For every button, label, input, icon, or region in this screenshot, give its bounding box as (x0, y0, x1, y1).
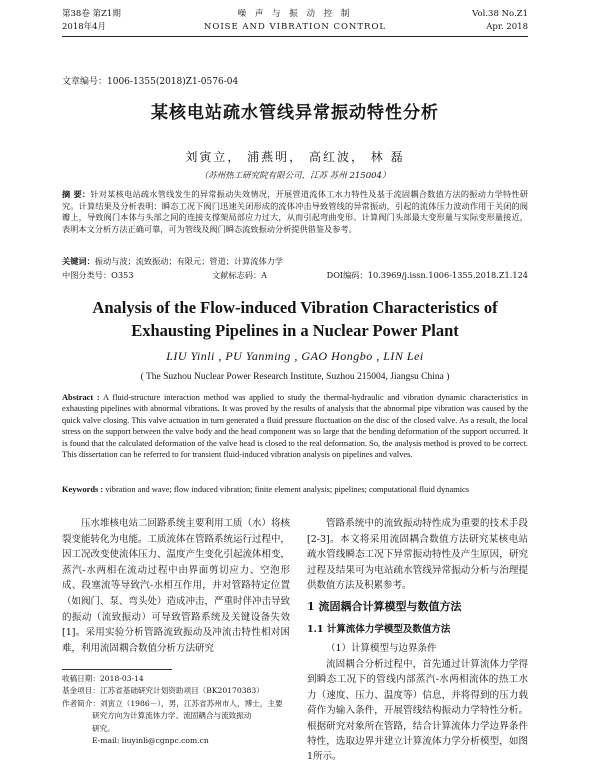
body-right-column (307, 516, 528, 594)
journal-header (62, 8, 528, 38)
author-email[interactable]: E-mail: liuyinli@cgnpc.com.cn (92, 736, 209, 746)
header-right (472, 8, 528, 34)
fund-project: 基金项目：江苏省基础研究计划资助项目（BK20170383） (62, 686, 264, 696)
received-date: 收稿日期：2018-03-14 (62, 674, 144, 683)
intro-paragraph: 压水堆核电站二回路系统主要利用工质（水）将核裂变能转化为电能。工质流体在管路系统运行过程中，因工况改变使流体压力、温度产生变化引起流体相变，蒸汽-水两相在流动过程中由界面剪切应力、空泡形成、段塞流等导致汽-水相互作用，并对管路特定位置（如阀门、泵、弯头处）造成冲击，严重时伴冲击导致的振动（流致振动）可导致管路系统及关键设备失效[1]。采用实验分析管路流致振动及冲流击特性相对困难，利用流固耦合数值分析方法研究 (62, 518, 291, 654)
english-keywords-label: Keywords : (62, 485, 104, 494)
volume-issue-en: Vol.38 No.Z1 (472, 9, 528, 19)
article-number: 文章编号：1006-1355(2018)Z1-0576-04 (62, 77, 239, 87)
issue-date-en: Apr. 2018 (486, 22, 528, 32)
journal-name-cn: 噪 声 与 振 动 控 制 (237, 9, 353, 19)
section-1-1-1-heading: （1）计算模型与边界条件 (326, 643, 437, 654)
english-title-line1: Analysis of the Flow-induced Vibration Characteristics of (92, 298, 498, 317)
volume-issue: 第38卷 第Z1期 (62, 9, 121, 19)
classification-line (62, 270, 528, 282)
issue-date: 2018年4月 (62, 22, 107, 32)
english-abstract (62, 392, 528, 460)
section-1-1-heading: 1.1 计算流体力学模型及数值方法 (307, 624, 451, 635)
chinese-abstract-label: 摘 要： (62, 189, 91, 199)
clc-number: 中图分类号：O353 (62, 270, 134, 280)
english-abstract-text: A fluid-structure interaction method was applied to study the thermal-hydraulic and vibration dynamic characteristics in exhausting pipelines with abnormal vibrations. It was proved by the results of analysis that the abnormal pipe vibration was caused by the quick valve closing. This valve actuation in turn generated a fluid pressure fluctuation on the disc of the closed valve. As a result, the local stress on the support between the valve body and the head component was so large that the bending deformation of the support occurred. It is found that the calculated deformation of the valve head is closed to the real deformation. So, the analysis method is proved to be correct. This dissertation can be referred to for transient fluid-induced vibration analysis on pipelines and valves. (62, 393, 528, 460)
author-bio-cont: 研究方向为计算流体力学、流固耦合与流致振动 (92, 711, 252, 721)
english-title (62, 296, 528, 342)
section-1-heading: 1 流固耦合计算模型与数值方法 (307, 600, 462, 613)
chinese-affiliation: （苏州热工研究院有限公司，江苏 苏州 215004） (199, 171, 391, 181)
chinese-abstract-text: 针对某核电站疏水管线发生的异常振动失效情况，开展管道流体工水力特性及基于流固耦合数值方法的振动力学特性研究。计算结果及分析表明：瞬态工况下阀门迅速关闭形成的流体冲击导致管线的异常振动，引起的流体压力波动作用于关闭的阀瓣上，导致阀门本体与头部之间的连接支撑架局部应力过大，从而引起弯曲变形。计算阀门头部最大变形量与实际变形量接近，表明本文分析方法正确可靠，可为管线及阀门瞬态流致振动分析提供借鉴及参考。 (62, 189, 528, 234)
footnotes (62, 673, 290, 747)
section-1-body (307, 657, 528, 765)
english-affiliation: ( The Suzhou Nuclear Power Research Institute, Suzhou 215004, Jiangsu China ) (140, 372, 450, 382)
header-rule (62, 36, 528, 37)
section-1-paragraph: 流固耦合分析过程中，首先通过计算流体力学得到瞬态工况下的管线内部蒸汽-水两相流体的热工水力（速度、压力、温度等）信息，并将得到的压力载荷作为输入条件，开展管线结构振动力学特性分析。根据研究对象所在管路，结合计算流体力学边界条件特性，选取边界并建立计算流体力学分析模型，如图1所示。 (307, 659, 528, 763)
footnote-rule (62, 669, 172, 670)
intro-paragraph-continued: 管路系统中的流致振动特性成为重要的技术手段[2-3]。本文将采用流固耦合数值方法研究某核电站疏水管线瞬态工况下异常振动特性及产生原因，研究过程及结果可为电站疏水管线异常振动分析与治理提供数值方法及积累参考。 (307, 518, 528, 592)
author-bio-end: 研究。 (92, 723, 115, 733)
author-bio: 作者简介：刘寅立（1986－），男，江苏省苏州市人，博士，主要 (62, 698, 283, 708)
body-left-column (62, 516, 290, 656)
english-keywords (62, 484, 528, 495)
english-abstract-label: Abstract : (62, 393, 100, 402)
english-keywords-text: vibration and wave; flow induced vibration; finite element analysis; pipelines; computational fluid dynamics (105, 485, 470, 494)
english-title-line2: Exhausting Pipelines in a Nuclear Power Plant (131, 321, 459, 340)
english-authors: LIU Yinli , PU Yanming , GAO Hongbo , LIN Lei (166, 349, 424, 363)
chinese-keywords-text: 振动与波；流致振动；有限元；管道；计算流体力学 (94, 256, 284, 266)
document-code: 文献标志码：A (212, 270, 268, 280)
chinese-keywords-label: 关键词： (62, 256, 95, 266)
chinese-keywords (62, 256, 528, 267)
header-center (62, 8, 528, 34)
journal-name-en: NOISE AND VIBRATION CONTROL (203, 22, 387, 32)
doi[interactable]: DOI编码：10.3969/j.issn.1006-1355.2018.Z1.124 (326, 270, 528, 280)
chinese-abstract (62, 189, 528, 235)
chinese-authors: 刘寅立， 浦燕明， 高红波， 林 磊 (185, 150, 405, 164)
chinese-title: 某核电站疏水管线异常振动特性分析 (151, 103, 439, 123)
